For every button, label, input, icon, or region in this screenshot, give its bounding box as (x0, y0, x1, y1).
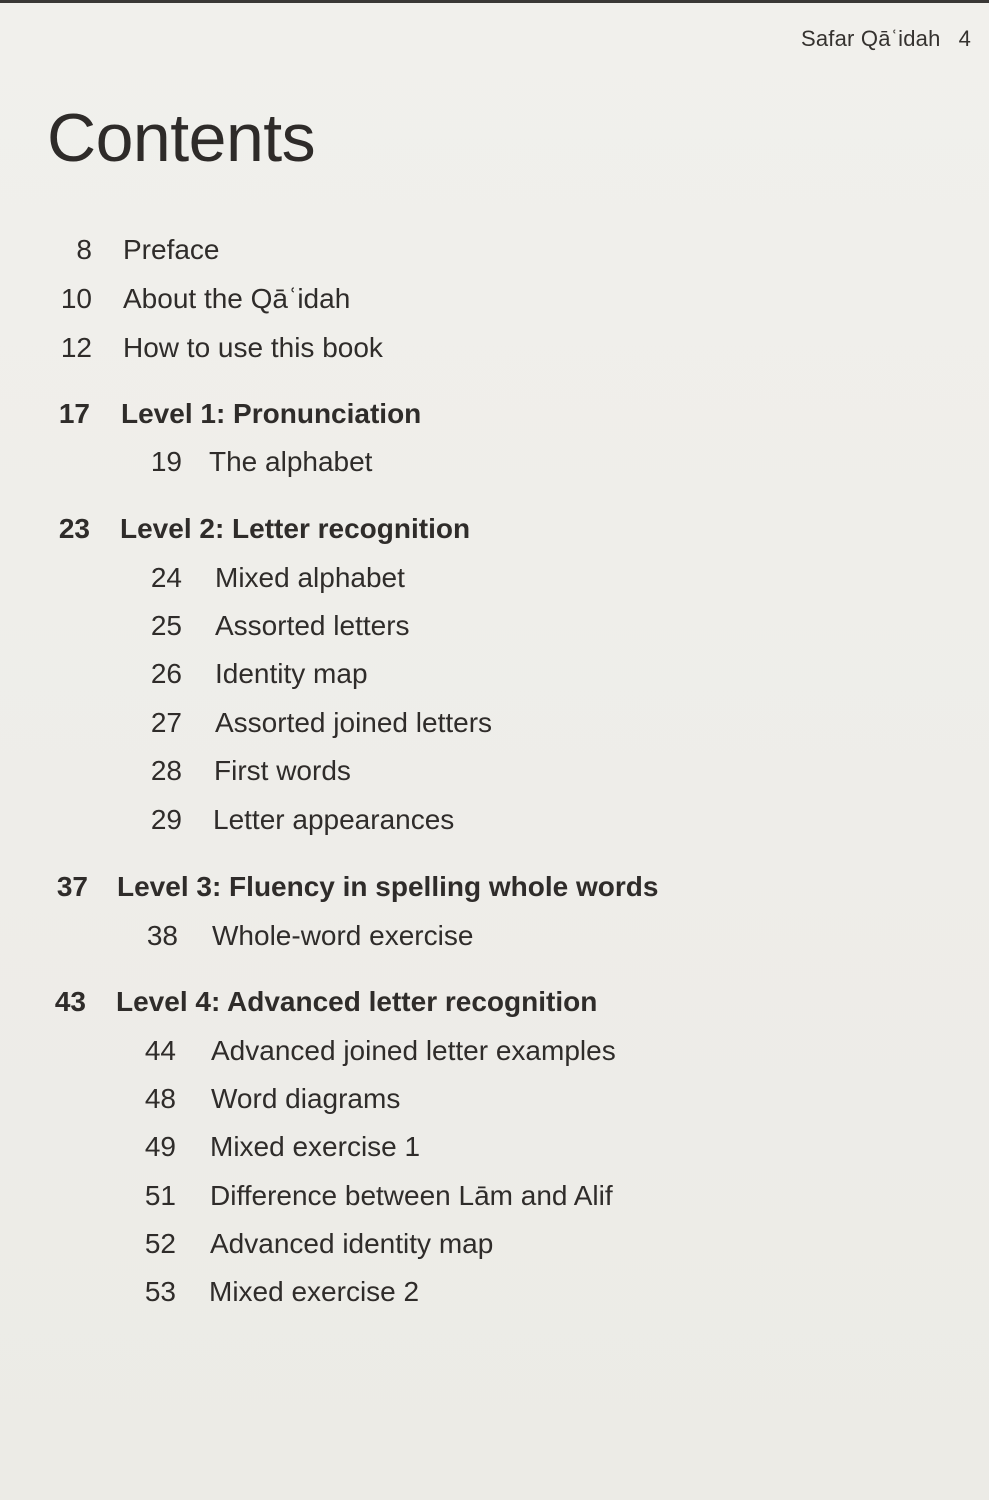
toc-level-title: Level 4: Advanced letter recognition (116, 986, 598, 1017)
toc-entry-title: Difference between Lām and Alif (210, 1180, 613, 1211)
toc-page-number: 24 (150, 562, 182, 593)
running-header (801, 26, 971, 52)
toc-page-number: 8 (76, 234, 92, 265)
running-title: Safar Qāʿidah (800, 26, 941, 51)
toc-entry-title: Mixed exercise 2 (209, 1276, 420, 1307)
toc-entry (134, 1083, 401, 1115)
toc-entry-title: Assorted letters (215, 610, 410, 641)
toc-level-heading (50, 513, 471, 545)
toc-page-number: 44 (144, 1035, 176, 1066)
toc-page-number: 10 (60, 283, 92, 314)
toc-page-number: 53 (144, 1276, 176, 1307)
toc-entry (50, 332, 383, 364)
toc-entry (140, 446, 373, 478)
toc-entry-title: Whole-word exercise (212, 920, 474, 951)
page-number: 4 (958, 26, 971, 51)
toc-entry-title: Advanced joined letter examples (211, 1035, 616, 1066)
toc-page-number: 28 (150, 755, 182, 786)
toc-page-number: 37 (56, 871, 88, 902)
toc-entry (134, 1131, 421, 1163)
toc-entry (140, 562, 405, 594)
toc-page-number: 38 (146, 920, 178, 951)
toc-entry (140, 610, 410, 642)
toc-page-number: 29 (150, 804, 182, 835)
toc-entry (140, 755, 351, 787)
toc-entry-title: Mixed exercise 1 (210, 1131, 421, 1162)
toc-page-number: 23 (58, 513, 90, 544)
toc-entry-title: Word diagrams (211, 1083, 401, 1114)
toc-entry (134, 1035, 616, 1067)
toc-entry (140, 658, 368, 690)
toc-entry-title: Mixed alphabet (215, 562, 405, 593)
page-title: Contents (47, 100, 316, 176)
toc-level-title: Level 1: Pronunciation (121, 398, 422, 429)
toc-level-heading (46, 986, 598, 1018)
toc-page-number: 19 (150, 446, 182, 477)
toc-level-title: Level 2: Letter recognition (120, 513, 471, 544)
toc-page-number: 12 (60, 332, 92, 363)
toc-page-number: 52 (144, 1228, 176, 1259)
toc-entry-title: Advanced identity map (210, 1228, 494, 1259)
toc-entry-title: About the Qāʿidah (123, 283, 351, 314)
toc-entry (136, 920, 474, 952)
toc-entry (134, 1228, 494, 1260)
toc-entry (140, 804, 455, 836)
toc-page-number: 26 (150, 658, 182, 689)
toc-entry-title: Letter appearances (213, 804, 455, 835)
toc-entry-title: The alphabet (209, 446, 373, 477)
toc-page-number: 48 (144, 1083, 176, 1114)
toc-page-number: 51 (144, 1180, 176, 1211)
toc-page-number: 17 (58, 398, 90, 429)
toc-page-number: 43 (54, 986, 86, 1017)
toc-entry-title: Identity map (215, 658, 368, 689)
toc-level-title: Level 3: Fluency in spelling whole words (117, 871, 659, 902)
toc-entry (134, 1180, 613, 1212)
toc-page-number: 49 (144, 1131, 176, 1162)
toc-level-heading (48, 871, 659, 903)
toc-page-number: 25 (150, 610, 182, 641)
toc-entry-title: Preface (123, 234, 220, 265)
toc-entry-title: Assorted joined letters (215, 707, 493, 738)
page-top-edge (0, 0, 989, 3)
toc-entry (50, 283, 351, 315)
toc-entry (50, 234, 220, 266)
toc-entry-title: First words (214, 755, 351, 786)
toc-level-heading (50, 398, 422, 430)
toc-entry-title: How to use this book (123, 332, 383, 363)
toc-entry (140, 707, 493, 739)
toc-entry (134, 1276, 420, 1308)
toc-page-number: 27 (150, 707, 182, 738)
